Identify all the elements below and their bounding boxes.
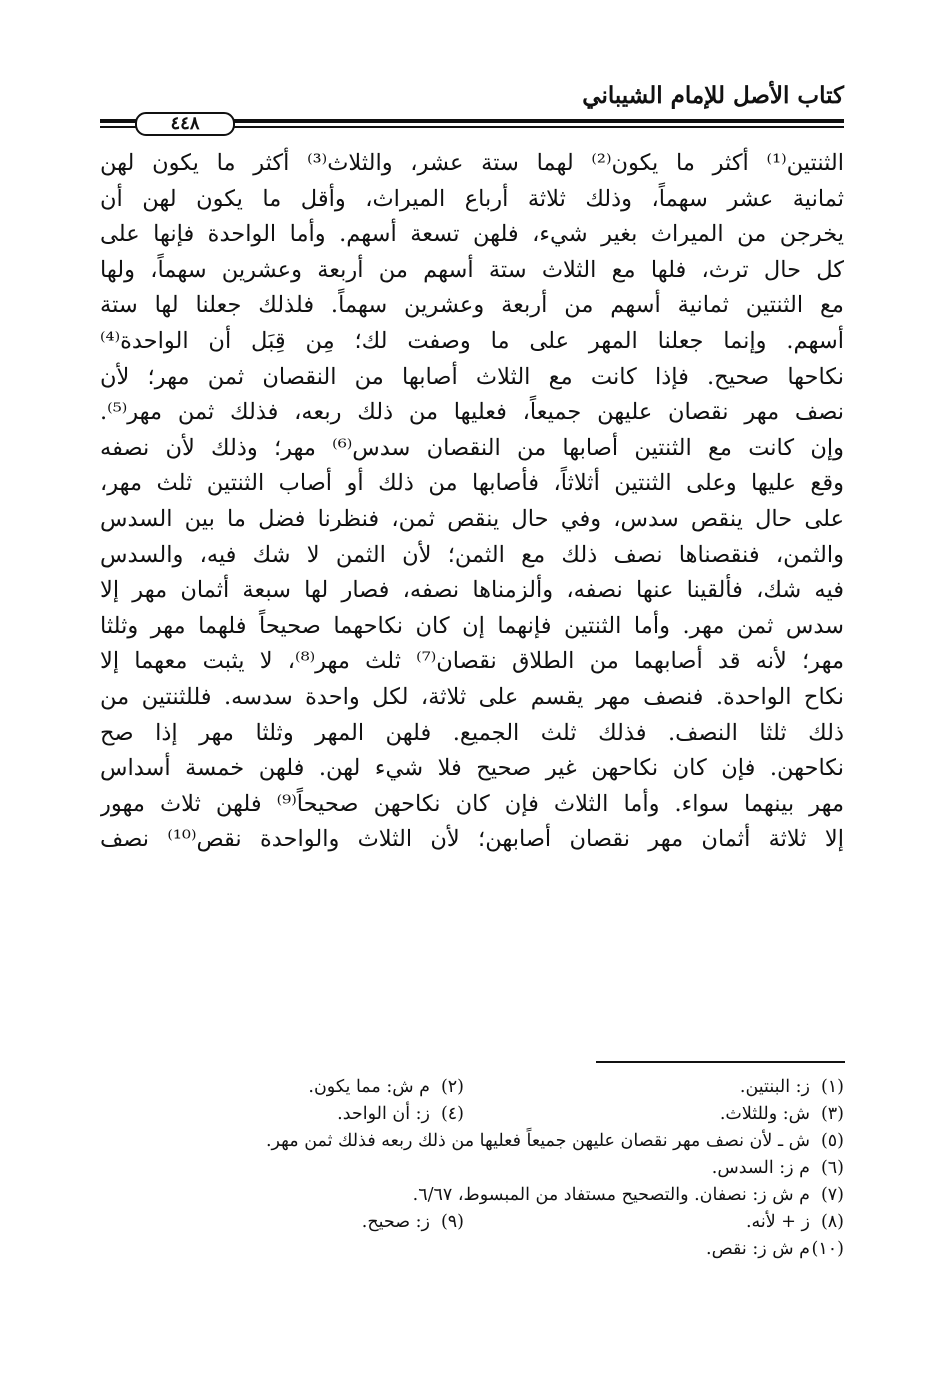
main-text (100, 146, 844, 858)
footnote-text: م ش: مما يكون. (308, 1077, 430, 1097)
footnote-row (100, 1155, 844, 1182)
text-line: مع الثنتين ثمانية أسهم من أربعة وعشرين سهماً. فلذلك جعلنا لها ستة (100, 292, 844, 319)
footnote (720, 1101, 844, 1128)
footnotes (100, 1074, 844, 1263)
text-line: ثمانية عشر سهماً، وذلك ثلاثة أرباع الميراث، وأقل ما يكون لهن أن (100, 185, 844, 212)
text-line: الثنتين⁽¹⁾ أكثر ما يكون⁽²⁾ لهما ستة عشر، والثلاث⁽³⁾ أكثر ما يكون لهن (100, 150, 844, 176)
footnote-number: (٧) (820, 1185, 844, 1205)
footnote (712, 1155, 844, 1182)
running-title: كتاب الأصل للإمام الشيباني (582, 82, 844, 109)
text-line: فيه شك، فألقينا عنها نصفه، وألزمناها نصفه، فصار لها سبعة أثمان مهر إلا (100, 577, 844, 604)
footnote-text: ز: البنتين. (739, 1077, 810, 1097)
footnote (337, 1101, 464, 1128)
text-line: ذلك ثلثا النصف. فذلك ثلث الجميع. فلهن المهر وثلثا مهر إذا صح (100, 719, 844, 746)
footnote-number: (١٠) (811, 1239, 844, 1259)
footnote-number: (٤) (440, 1104, 464, 1124)
footnote-number: (٦) (820, 1158, 844, 1178)
text-line: نكاحهن. فإن كان نكاحهن غير صحيح فلا شيء لهن. فلهن خمسة أسداس (100, 755, 844, 782)
page-number: ٤٤٨ (135, 112, 235, 136)
text-line: وقع عليها وعلى الثنتين أثلاثاً، فأصابها من ذلك أو أصاب الثنتين ثلث مهر، (100, 470, 844, 497)
footnote-row (100, 1128, 844, 1155)
footnote-text: ز + لأنه. (745, 1212, 810, 1232)
footnote-row (100, 1074, 844, 1101)
text-line: إلا ثلاثة أثمان مهر نقصان أصابهن؛ لأن الثلاث والواحدة نقص⁽¹⁰⁾ نصف (100, 826, 844, 853)
footnote (308, 1074, 464, 1101)
text-line: نكاحها صحيح. فإذا كانت مع الثلاث أصابها من النقصان ثمن مهر؛ لأن (100, 363, 844, 390)
footnote-row (100, 1209, 844, 1236)
header-rule (100, 112, 844, 134)
footnote-row (100, 1101, 844, 1128)
text-line: نكاح الواحدة. فنصف مهر يقسم على ثلاثة، لكل واحدة سدسه. فللثنتين من (100, 683, 844, 710)
footnote-number: (٨) (820, 1212, 844, 1232)
footnote-number: (٣) (820, 1104, 844, 1124)
text-line: نصف مهر نقصان عليهن جميعاً، فعليها من ذلك ربعه، فذلك ثمن مهر⁽⁵⁾. (100, 399, 844, 426)
footnote-text: ز: أن الواحد. (337, 1104, 430, 1124)
footnote-row (100, 1236, 844, 1263)
text-line: يخرجن من الميراث بغير شيء، فلهن تسعة أسهم. وأما الواحدة فإنها على (100, 221, 844, 248)
text-line: على حال ينقص سدس، وفي حال ينقص ثمن، فنظرنا فضل ما بين السدس (100, 505, 844, 532)
footnote-text: ش ـ لأن نصف مهر نقصان عليهن جميعاً فعليها من ذلك ربعه فذلك ثمن مهر. (265, 1131, 810, 1151)
text-line: كل حال ترث، فلها مع الثلاث ستة أسهم من أربعة وعشرين سهماً، ولها (100, 256, 844, 283)
footnote-text: م ش ز: نصفان. والتصحيح مستفاد من المبسوط، ٦/٦٧. (412, 1185, 810, 1205)
footnote (740, 1074, 844, 1101)
footnote-row (100, 1182, 844, 1209)
footnote (362, 1209, 464, 1236)
footnote-separator (596, 1061, 845, 1063)
footnote-number: (١) (820, 1077, 844, 1097)
footnote-number: (٥) (820, 1131, 844, 1151)
footnote-text: م ز: السدس. (711, 1158, 810, 1178)
footnote-number: (٢) (440, 1077, 464, 1097)
text-line: سدس ثمن مهر. وأما الثنتين فإنهما إن كان نكاحهما صحيحاً فلهما مهر وثلثا (100, 612, 844, 639)
footnote (413, 1182, 844, 1209)
text-line: والثمن، فنقصناها نصف ذلك مع الثمن؛ لأن الثمن لا شك فيه، والسدس (100, 541, 844, 568)
footnote-text: ش: وللثلاث. (719, 1104, 810, 1124)
footnote-text: ز: صحيح. (361, 1212, 430, 1232)
footnote (746, 1209, 844, 1236)
footnote (706, 1236, 844, 1263)
text-line: مهر بينهما سواء. وأما الثلاث فإن كان نكاحهن صحيحاً⁽⁹⁾ فلهن ثلاث مهور (100, 790, 844, 817)
footnote-text: م ش ز: نقص. (706, 1239, 810, 1259)
footnote-number: (٩) (440, 1212, 464, 1232)
footnote (266, 1128, 844, 1155)
text-line: وإن كانت مع الثنتين أصابها من النقصان سدس⁽⁶⁾ مهر؛ وذلك لأن نصفه (100, 434, 844, 461)
text-line: أسهم. وإنما جعلنا المهر على ما وصفت لك؛ مِن قِبَل أن الواحدة⁽⁴⁾ (100, 327, 844, 354)
text-line: مهر؛ لأنه قد أصابهما من الطلاق نقصان⁽⁷⁾ ثلث مهر⁽⁸⁾، لا يثبت معهما إلا (100, 648, 844, 675)
